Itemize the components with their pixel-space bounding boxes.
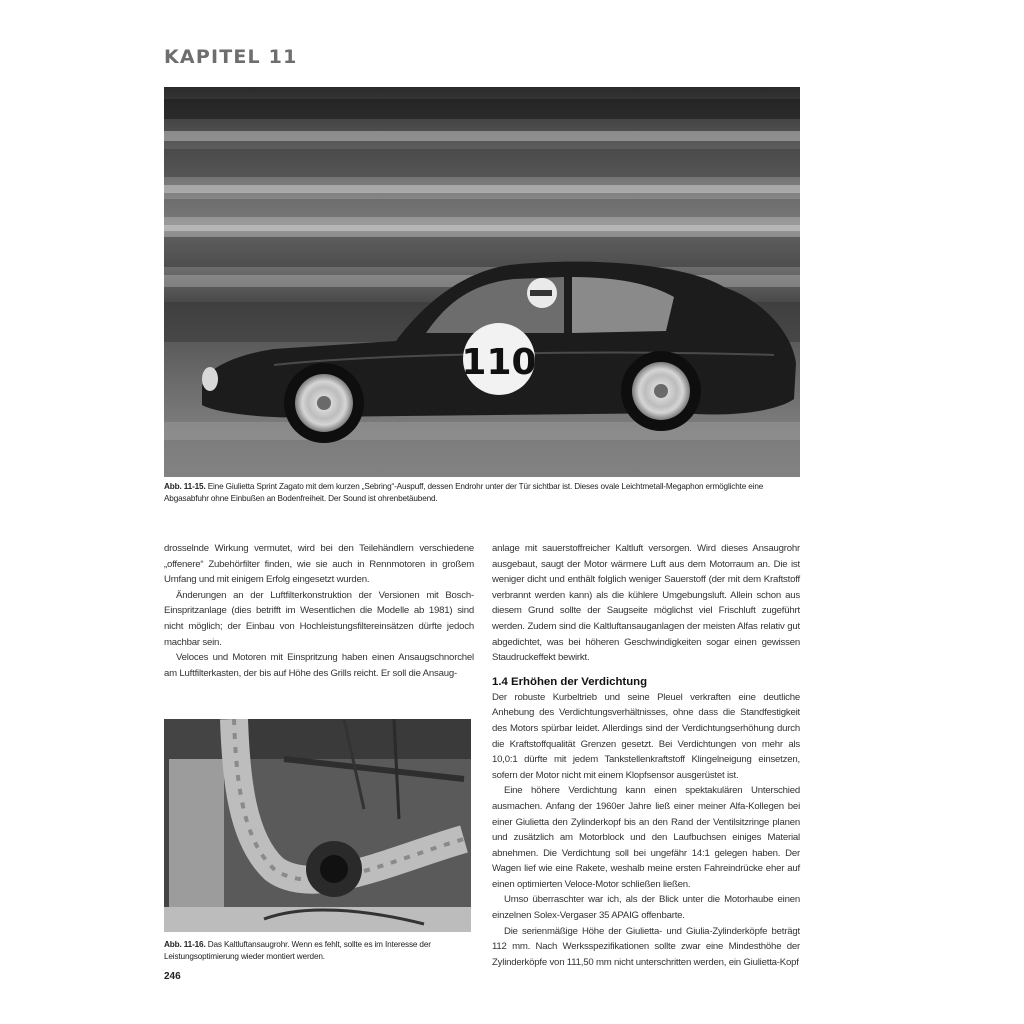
figure-label: Abb. 11-15. — [164, 482, 206, 491]
paragraph: Der robuste Kurbeltrieb und seine Pleuel verkraften eine deutliche Anhebung des Verdichtungsverhältnisses, ohne dass die Standfestigkeit des Motors spürbar leidet. Allerdings sind der Verdichtungserhöhung durch die Kraftstoffqualität Grenzen gesetzt. Bei Verdichtungen von mehr als 10,0:1 dürfte mit jedem Tankstellenkraftstoff Klingelneigung einsetzen, sofern der Motor nicht mit einem Klopfsensor ausgerüstet ist. — [492, 691, 800, 781]
paragraph: anlage mit sauerstoffreicher Kaltluft versorgen. Wird dieses Ansaugrohr ausgebaut, saugt der Motor wärmere Luft aus dem Motorraum an. Die ist weniger dicht und enthält folglich weniger Sauerstoff (der mit dem Kraftstoff verbrannt werden kann) als die kühlere Umgebungsluft. Allein schon aus diesem Grund sollte der Saugseite möglichst viel Frischluft zugeführt werden. Zudem sind die Kaltluftansauganlagen der meisten Alfas relativ gut abgedichtet, was bei höheren Geschwindigkeiten sogar einen gewissen Staudruckeffekt bewirkt. — [492, 543, 800, 664]
chapter-heading: KAPITEL 11 — [164, 46, 298, 68]
race-car-photo — [164, 87, 800, 477]
right-text-column — [492, 541, 800, 970]
figure-caption-text: Eine Giulietta Sprint Zagato mit dem kurzen „Sebring“-Auspuff, dessen Endrohr unter der Tür sichtbar ist. Dieses ovale Leichtmetall-Megaphon ermöglichte eine Abgasabfuhr ohne Einbußen an Bodenfreiheit. Der Sound ist ohrenbetäubend. — [164, 482, 764, 503]
paragraph: Eine höhere Verdichtung kann einen spektakulären Unterschied ausmachen. Anfang der 1960er Jahre ließ einer meiner Alfa-Kollegen bei einer Giulietta den Zylinderkopf bis an den Rand der Ventilsitzringe planen und zusätzlich am Motorblock und den Laufbuchsen einiges Material abnehmen. Die Verdichtung soll bei ungefähr 14:1 gelegen haben. Der Wagen lief wie eine Rakete, weshalb meine ersten Fahreindrücke eher auf einen optimierten Veloce-Motor schließen ließen. — [492, 785, 800, 890]
paragraph: Umso überraschter war ich, als der Blick unter die Motorhaube einen einzelnen Solex-Vergaser 35 APAIG offenbarte. — [492, 894, 800, 922]
section-heading: 1.4 Erhöhen der Verdichtung — [492, 675, 648, 688]
car-number: 110 — [461, 342, 537, 383]
engine-intake-photo — [164, 719, 471, 932]
paragraph: drosselnde Wirkung vermutet, wird bei den Teilehändlern verschiedene „offenere“ Zubehörfilter finden, wie sie auch in Rennmotoren in großem Umfang und mit einigem Erfolg eingesetzt wurden. — [164, 543, 474, 586]
figure-caption-text: Das Kaltluftansaugrohr. Wenn es fehlt, sollte es im Interesse der Leistungsoptimierung wieder montiert werden. — [164, 940, 431, 961]
left-text-column — [164, 541, 474, 681]
figure-label: Abb. 11-16. — [164, 940, 206, 949]
figure-caption-small — [164, 939, 476, 963]
paragraph: Veloces und Motoren mit Einspritzung haben einen Ansaugschnorchel am Luftfilterkasten, der bis auf Höhe des Grills reicht. Er soll die Ansaug- — [164, 652, 474, 679]
paragraph: Die serienmäßige Höhe der Giulietta- und Giulia-Zylinderköpfe beträgt 112 mm. Nach Werksspezifikationen sollte zwar eine Mindesthöhe der Zylinderköpfe von 111,50 mm nicht unterschritten werden, ein Giulietta-Kopf — [492, 925, 800, 968]
paragraph: Änderungen an der Luftfilterkonstruktion der Versionen mit Bosch-Einspritzanlage (dies betrifft im Wesentlichen die Modelle ab 1981) sind nicht möglich; der Einbau von Hochleistungsfiltereinsätzen dürfte jedoch machbar sein. — [164, 589, 474, 648]
figure-caption-main — [164, 481, 800, 505]
page-number: 246 — [164, 971, 181, 982]
